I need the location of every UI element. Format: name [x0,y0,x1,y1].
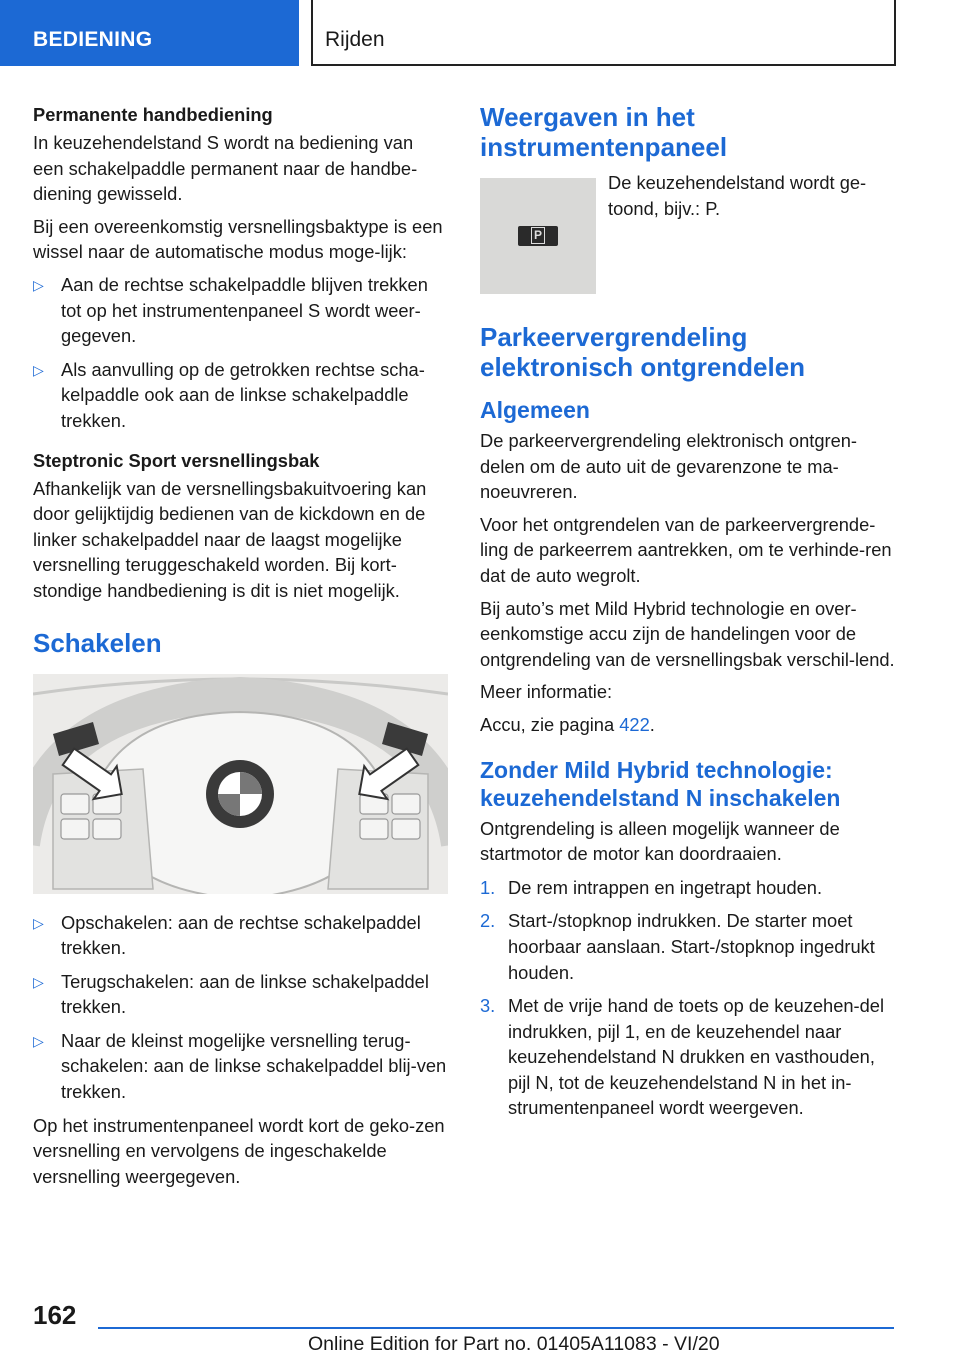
triangle-bullet-icon: ▷ [33,973,44,990]
triangle-bullet-icon: ▷ [33,1032,44,1049]
right-column [480,102,896,1129]
bullet-list [33,272,448,434]
page-number: 162 [33,1300,77,1330]
footer-edition: Online Edition for Part no. 01405A11083 - VI/20 [308,1333,720,1355]
header-section-label: BEDIENING [33,28,153,51]
paragraph: Bij een overeenkomstig versnellingsbaktype is een wissel naar de automatische modus moge-lijk: [33,215,443,263]
triangle-bullet-icon: ▷ [33,361,44,378]
list-item: ▷ Opschakelen: aan de rechtse schakelpaddel trekken. [33,911,421,959]
header-section-tab [0,0,299,66]
heading-weergaven: Weergaven in het instrumentenpaneel [480,102,728,162]
heading-algemeen: Algemeen [480,397,590,423]
header-chapter-frame [311,0,896,66]
paragraph: Afhankelijk van de versnellingsbakuitvoering kan door gelijktijdig bedienen van de kickdown en de linker schakelpaddel naar de laagst mogelijke versnelling teruggeschakeld worden. Bij kort-stondige handbediening is dit is niet mogelijk. [33,477,427,601]
paragraph-cross-reference: Accu, zie pagina 422. [480,713,655,735]
left-column [33,102,448,1196]
list-item: ▷ Als aanvulling op de getrokken rechtse scha-kelpaddle ook aan de linkse schakelpaddle trekken. [33,358,425,431]
instrument-display-illustration [480,178,596,294]
paragraph: De parkeervergrendeling elektronisch ontgren-delen om de auto uit de gevarenzone te ma-noeuvreren. [480,430,858,503]
heading-permanente-handbediening: Permanente handbediening [33,104,273,125]
park-indicator-icon: P [518,226,558,246]
numbered-list [480,875,896,1121]
paragraph: Meer informatie: [480,681,613,703]
header-chapter-label: Rijden [325,28,385,51]
list-item: ▷ Naar de kleinst mogelijke versnelling terug-schakelen: aan de linkse schakelpaddel blij-ven trekken. [33,1029,447,1103]
paragraph: Voor het ontgrendelen van de parkeervergrende-ling de parkeerrem aantrekken, om te verhinde-ren dat de auto wegrolt. [480,513,892,586]
bullet-list [33,910,448,1105]
paragraph: Op het instrumentenpaneel wordt kort de geko-zen versnelling en vervolgens de ingeschakelde versnelling weergegeven. [33,1114,445,1187]
steering-wheel-icon [33,674,448,894]
list-item: 3. Met de vrije hand de toets op de keuzehen-del indrukken, pijl 1, en de keuzehendel naar keuzehendelstand N drukken en vasthouden, pijl N, tot de keuzehendelstand N in het in-strumentenpaneel wordt weergeven. [480,995,885,1119]
heading-zonder-mild-hybrid: Zonder Mild Hybrid technologie: keuzehendelstand N inschakelen [480,756,841,811]
paragraph: De keuzehendelstand wordt ge-toond, bijv.: P. [608,172,867,219]
list-item: ▷ Aan de rechtse schakelpaddle blijven trekken tot op het instrumentenpaneel S wordt weer-gegeven. [33,273,428,347]
page-link-422[interactable]: 422 [619,713,650,735]
paragraph: In keuzehendelstand S wordt na bediening van een schakelpaddle permanent naar de handbe-diening gewisseld. [33,132,418,205]
paragraph: Ontgrendeling is alleen mogelijk wanneer de startmotor de motor kan doordraaien. [480,817,840,865]
paragraph: Bij auto’s met Mild Hybrid technologie en over-eenkomstige accu zijn de handelingen voor de ontgrendeling van de versnellingsbak verschil-lend. [480,597,895,670]
triangle-bullet-icon: ▷ [33,914,44,931]
triangle-bullet-icon: ▷ [33,276,44,293]
heading-parkeervergrendeling: Parkeervergrendeling elektronisch ontgrendelen [480,322,806,382]
heading-schakelen: Schakelen [33,627,162,658]
list-item: 2. Start-/stopknop indrukken. De starter moet hoorbaar aanslaan. Start-/stopknop ingedrukt houden. [480,910,875,983]
steering-wheel-illustration [33,674,448,894]
heading-steptronic: Steptronic Sport versnellingsbak [33,449,320,471]
list-item: ▷ Terugschakelen: aan de linkse schakelpaddel trekken. [33,970,429,1018]
footer-divider [98,1327,894,1329]
list-item: 1. De rem intrappen en ingetrapt houden. [480,876,823,898]
